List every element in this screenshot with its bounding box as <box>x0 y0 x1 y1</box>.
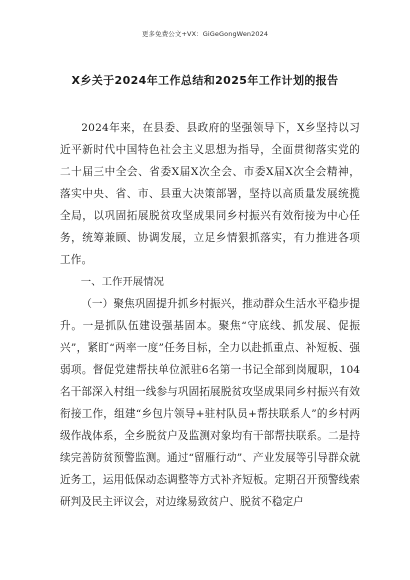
header-note: 更多免费公文+VX：GiGeGongWen2024 <box>141 30 269 38</box>
section-heading: 一、工作开展情况 <box>80 276 164 288</box>
document-title: X乡关于2024年工作总结和2025年工作计划的报告 <box>71 74 339 87</box>
intro-paragraph: 2024年来，在县委、县政府的坚强领导下，X乡坚持以习近平新时代中国特色社会主义思想为指导，全面贯彻落实党的二十届三中全会、省委X届X次全会、市委X届X次全会精神，落实中央、省、市、县重大决策部署，坚持以高质量发展统揽全局，以巩固拓展脱贫攻坚成果同乡村振兴有效衔接为中心任务，统筹兼顾、协调发展，立足乡情狠抓落实，有力推进各项工作。 <box>60 122 360 266</box>
document-body <box>60 117 360 513</box>
body-paragraph: （一）聚焦巩固提升抓乡村振兴，推动群众生活水平稳步提升。一是抓队伍建设强基固本。聚焦“守底线、抓发展、促振兴”，紧盯“两率一度”任务目标，全力以赴抓重点、补短板、强弱项。督促党建帮扶单位派驻6名第一书记全部到岗履职，104名干部深入村组一线参与巩固拓展脱贫攻坚成果同乡村振兴有效衔接工作，组建“乡包片领导+驻村队员+帮扶联系人”的乡村两级作战体系，全乡脱贫户及监测对象均有干部帮扶联系。二是持续完善防贫预警监测。通过“留雁行动”、产业发展等引导群众就近务工，运用低保动态调整等方式补齐短板。定期召开预警线索研判及民主评议会，对边缘易致贫户、脱贫不稳定户 <box>60 298 360 508</box>
